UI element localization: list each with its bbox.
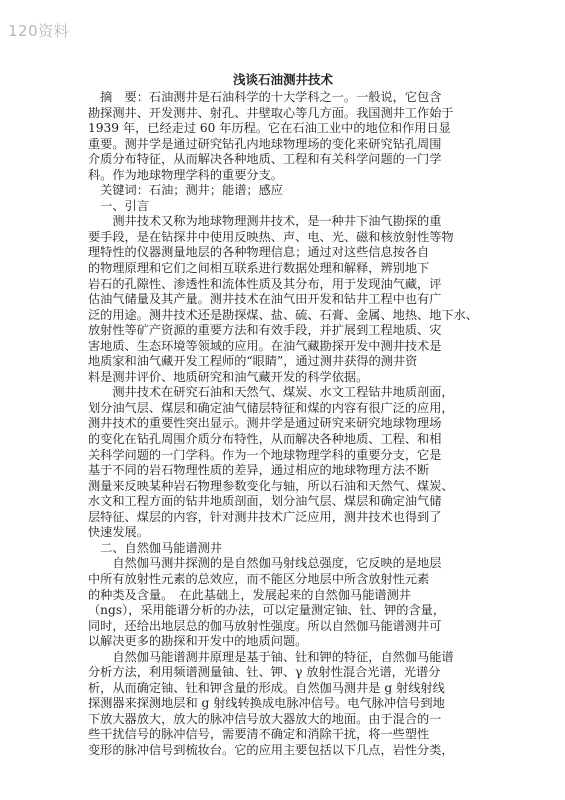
text-line: 的变化在钻孔周围介质分布特性，从而解决各种地质、工程、和相	[88, 432, 442, 447]
text-line: 介质分布特征，从而解决各种地质、工程和有关科学问题的一门学	[88, 152, 442, 167]
watermark: 120资料	[8, 22, 70, 40]
text-line: 勘探测井、开发测井、射孔、井壁取心等几方面。我国测井工作始于	[88, 105, 454, 120]
text-line: 二、自然伽马能谱测井	[88, 540, 223, 555]
text-line: 析，从而确定铀、钍和钾含量的形成。自然伽马测井是 g 射线射线	[88, 680, 445, 695]
text-line: （ngs），采用能谱分析的办法，可以定量测定铀、钍、钾的含量，	[88, 603, 446, 618]
text-line: 同时，还给出地层总的伽马放射性强度。所以自然伽马能谱测井可	[88, 618, 442, 633]
document-page	[88, 72, 478, 759]
text-line: 中所有放射性元素的总效应，而不能区分地层中所含放射性元素	[88, 571, 430, 586]
text-line: 层特征、煤层的内容，针对测井技术广泛应用，测井技术也得到了	[88, 509, 442, 524]
text-line: 快速发展。	[88, 525, 149, 540]
text-line: 以解决更多的勘探和开发中的地质问题。	[88, 634, 308, 649]
text-line: 测井技术在研究石油和天然气、煤炭、水文工程钻井地质剖面，	[88, 385, 454, 400]
text-line: 划分油气层、煤层和确定油气储层特征和煤的内容有很广泛的应用，	[88, 400, 454, 415]
text-line: 理特性的仪器测量地层的各种物理信息；通过对这些信息按各自	[88, 245, 430, 260]
text-line: 水文和工程方面的钻井地质剖面，划分油气层、煤层和确定油气储	[88, 494, 442, 509]
text-line: 关科学问题的一门学科。作为一个地球物理学科的重要分支，它是	[88, 447, 442, 462]
text-line: 1939 年，已经走过 60 年历程。它在石油工业中的地位和作用日显	[88, 121, 451, 136]
text-line: 测井技术的重要性突出显示。测井学是通过研究来研究地球物理场	[88, 416, 442, 431]
text-line: 的种类及含量。 在此基础上，发展起来的自然伽马能谱测井	[88, 587, 411, 602]
text-line: 分析方法，利用频谱测量铀、钍、钾、γ 放射性混合光谱，光谱分	[88, 665, 441, 680]
text-line: 变形的脉冲信号到梳妆台。它的应用主要包括以下几点，岩性分类，	[88, 742, 454, 757]
text-line: 岩石的孔隙性、渗透性和流体性质及其分布，用于发现油气藏，评	[88, 276, 442, 291]
text-line: 测井技术又称为地球物理测井技术，是一种井下油气勘探的重	[88, 214, 442, 229]
text-line: 下放大器放大，放大的脉冲信号放大器放大的地面。由于混合的一	[88, 711, 442, 726]
text-line: 地质家和油气藏开发工程师的“眼睛”，通过测井获得的测井资	[88, 354, 418, 369]
text-line: 探测器来探测地层和 g 射线转换成电脉冲信号。电气脉冲信号到地	[88, 696, 445, 711]
text-line: 科。作为地球物理学科的重要分支。	[88, 167, 283, 182]
text-line: 测量来反映某种岩石物理参数变化与轴，所以石油和天然气、煤炭、	[88, 478, 454, 493]
text-line: 重要。测井学是通过研究钻孔内地球物理场的变化来研究钻孔周围	[88, 136, 442, 151]
text-line: 放射性等矿产资源的重要方法和有效手段，并扩展到工程地质、灾	[88, 323, 442, 338]
text-line: 的物理原理和它们之间相互联系进行数据处理和解释，辨别地下	[88, 261, 430, 276]
text-line: 泛的用途。测井技术还是勘探煤、盐、硫、石膏、金属、地热、地下水、	[88, 307, 478, 322]
text-line: 关键词：石油；测井；能谱；感应	[88, 183, 283, 198]
text-line: 摘 要：石油测井是石油科学的十大学科之一。一般说，它包含	[88, 90, 442, 104]
text-line: 些干扰信号的脉冲信号，需要清不确定和消除干扰，将一些塑性	[88, 727, 430, 742]
document-body	[88, 90, 478, 759]
text-line: 自然伽马测井探测的是自然伽马射线总强度，它反映的是地层	[88, 556, 442, 571]
text-line: 基于不同的岩石物理性质的差异，通过相应的地球物理方法不断	[88, 463, 430, 478]
text-line: 一、引言	[88, 198, 149, 213]
page-title: 浅谈石油测井技术	[232, 72, 333, 87]
text-line: 估油气储量及其产量。测井技术在油气田开发和钻井工程中也有广	[88, 292, 442, 307]
text-line: 料是测井评价、地质研究和油气藏开发的科学依据。	[88, 369, 369, 384]
text-line: 要手段，是在钻探井中使用反映热、声、电、光、磁和核放射性等物	[88, 229, 454, 244]
text-line: 自然伽马能谱测井原理是基于铀、钍和钾的特征，自然伽马能谱	[88, 649, 454, 664]
text-line: 害地质、生态环境等领域的应用。在油气藏勘探开发中测井技术是	[88, 338, 442, 353]
